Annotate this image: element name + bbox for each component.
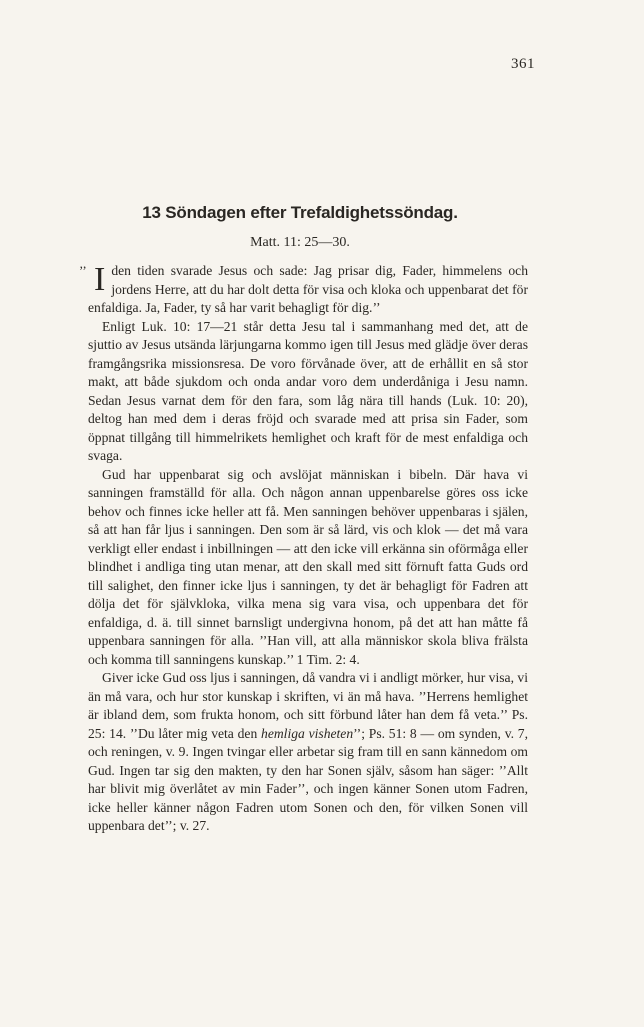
paragraph-3: Gud har uppenbarat sig och avslöjat människan i bibeln. Där hava vi sanningen framställd för alla. Och någon annan uppenbarelse göres oss icke behov och finnes icke heller att få. Men sanningen behöver uppenbaras i själen, så att han får ljus i sanningen. Den som är så lärd, vis och klok — det må vara verkligt eller endast i inbillningen — att den icke vill erkänna sin oförmåga eller blindhet i andliga ting utan menar, att den skall med sitt förnuft fatta Guds ord till salighet, den finner icke ljus i sanningen, ty det är behagligt för Fadren att dölja det för självkloka, vilka mena sig vara visa, och uppenbara det för enfaldiga, d. ä. till sinnet barnsligt undergivna honom, på det att han måtte få uppenbara sanningen för alla. ’’Han vill, att alla människor skola bliva frälsta och komma till sanningens kunskap.’’ 1 Tim. 2: 4.	[88, 466, 528, 667]
paragraph-1	[79, 261, 528, 318]
paragraph-4-text-a: Giver icke Gud oss ljus i sanningen, då vandra vi i andligt mörker, hur visa, vi än må vara, och hur stor kunskap i skriften, vi än må hava. ’’Herrens hemlighet är ibland dem, som frukta honom, och sitt förbund låter han dem få veta.’’ Ps. 25: 14. ’’Du låter mig veta den	[88, 670, 528, 741]
drop-cap: I	[94, 261, 106, 298]
paragraph-2: Enligt Luk. 10: 17—21 står detta Jesu tal i sammanhang med det, att de sjuttio av Jesus utsända lärjungarna kommo igen till Jesus med glädje över deras framgångsrika missionsresa. De voro förvånade över, att de erhållit en så stor makt, att både sjukdom och onda andar voro dem underdåniga i Jesu namn. Sedan Jesus varnat dem för den fara, som låg nära till hands (Luk. 10: 20), deltog han med dem i deras fröjd och svarade med att prisa sin Fader, som öppnat tillgång till himmelrikets hemlighet och kraft för de mest enfaldiga och svaga.	[88, 318, 528, 463]
opening-quote-mark: ’’	[79, 263, 87, 278]
page-number: 361	[511, 56, 535, 72]
paragraph-4-text-b: ’’; Ps. 51: 8 — om synden, v. 7, och reningen, v. 9. Ingen tvingar eller arbetar sig fram till en sann kännedom om Gud. Ingen tar sig den makten, ty den har Sonen själv, såsom han säger: ’’Allt har blivit mig överlåtet av min Fader’’, och ingen känner Sonen utom Fadren, icke heller känner någon Fadren utom Sonen och den, för vilken Sonen vill uppenbara det’’; v. 27.	[88, 725, 528, 833]
body-text	[79, 261, 528, 836]
paragraph-1-text: den tiden svarade Jesus och sade: Jag prisar dig, Fader, himmelens och jordens Herre, att du har dolt detta för visa och kloka och uppenbarat det för enfaldiga. Ja, Fader, ty så har varit behagligt för dig.’’	[88, 263, 528, 315]
paragraph-4	[88, 669, 528, 836]
paragraph-4-italic: hemliga visheten	[261, 725, 354, 741]
scripture-reference: Matt. 11: 25—30.	[250, 235, 350, 250]
chapter-heading: 13 Söndagen efter Trefaldighetssöndag.	[142, 203, 458, 222]
